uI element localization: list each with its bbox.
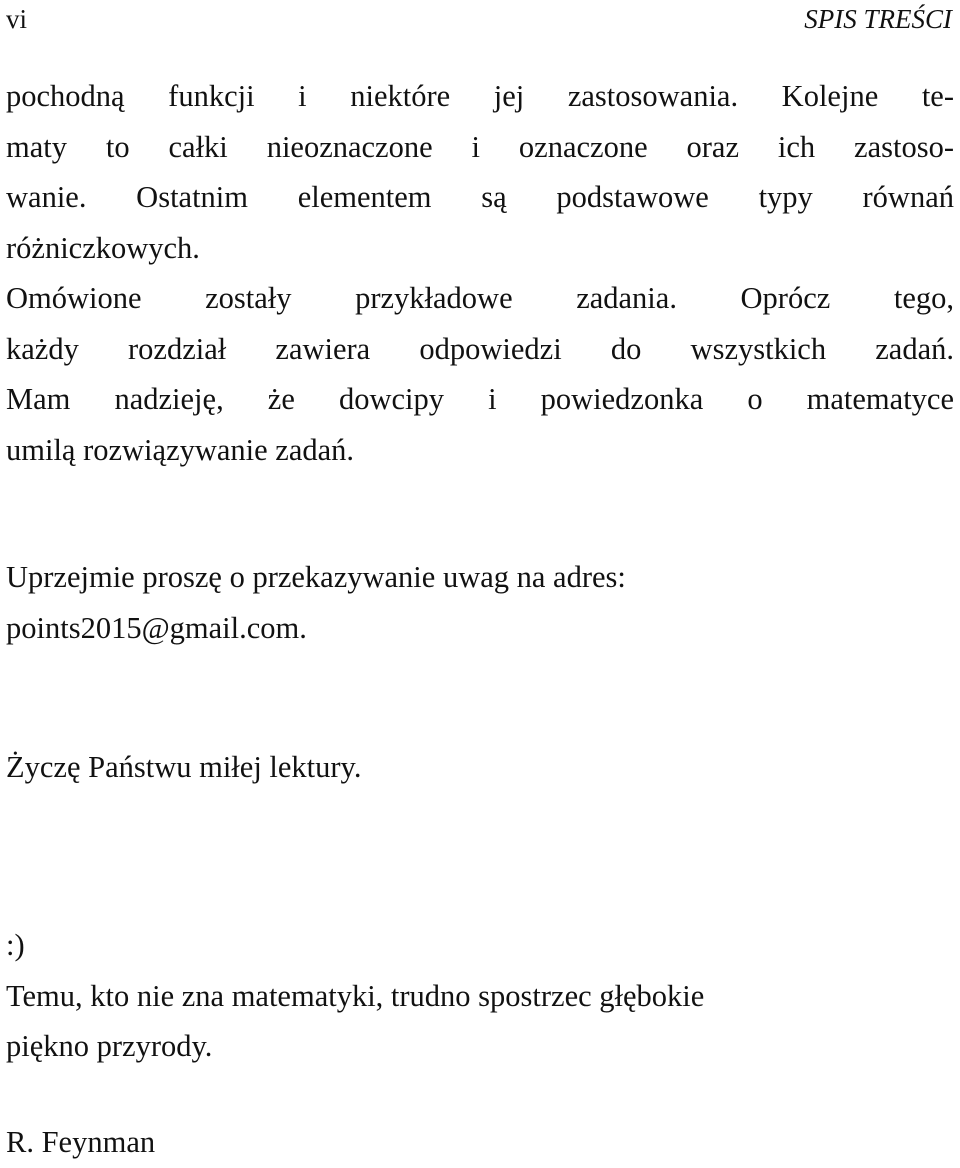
contact-paragraph: [6, 552, 954, 653]
wishes-paragraph: [6, 742, 954, 793]
page-number: vi: [6, 4, 28, 34]
quote-line: piękno przyrody.: [6, 1029, 213, 1063]
quote-block: [6, 920, 954, 1072]
contact-email: points2015@gmail.com.: [6, 610, 307, 645]
running-section-title: SPIS TREŚCI: [804, 4, 952, 34]
intro-paragraph: [6, 71, 954, 475]
intro-line: Mam nadzieję, że dowcipy i powiedzonka o matematyce: [6, 382, 954, 416]
quote-emoticon: :): [6, 928, 25, 962]
intro-line: różniczkowych.: [6, 230, 200, 265]
intro-line: umilą rozwiązywanie zadań.: [6, 432, 355, 467]
attribution-author: R. Feynman: [6, 1125, 156, 1159]
contact-request: Uprzejmie proszę o przekazywanie uwag na adres:: [6, 560, 626, 594]
intro-line: Omówione zostały przykładowe zadania. Oprócz tego,: [6, 281, 954, 315]
page-header: [6, 4, 952, 38]
intro-line: maty to całki nieoznaczone i oznaczone oraz ich zastoso-: [6, 129, 954, 164]
quote-attribution: [6, 1117, 954, 1168]
intro-line: każdy rozdział zawiera odpowiedzi do wszystkich zadań.: [6, 331, 954, 366]
wishes-text: Życzę Państwu miłej lektury.: [6, 750, 362, 784]
quote-line: Temu, kto nie zna matematyki, trudno spostrzec głębokie: [6, 978, 705, 1013]
intro-line: wanie. Ostatnim elementem są podstawowe typy równań: [6, 180, 954, 214]
intro-line: pochodną funkcji i niektóre jej zastosowania. Kolejne te-: [6, 79, 954, 113]
